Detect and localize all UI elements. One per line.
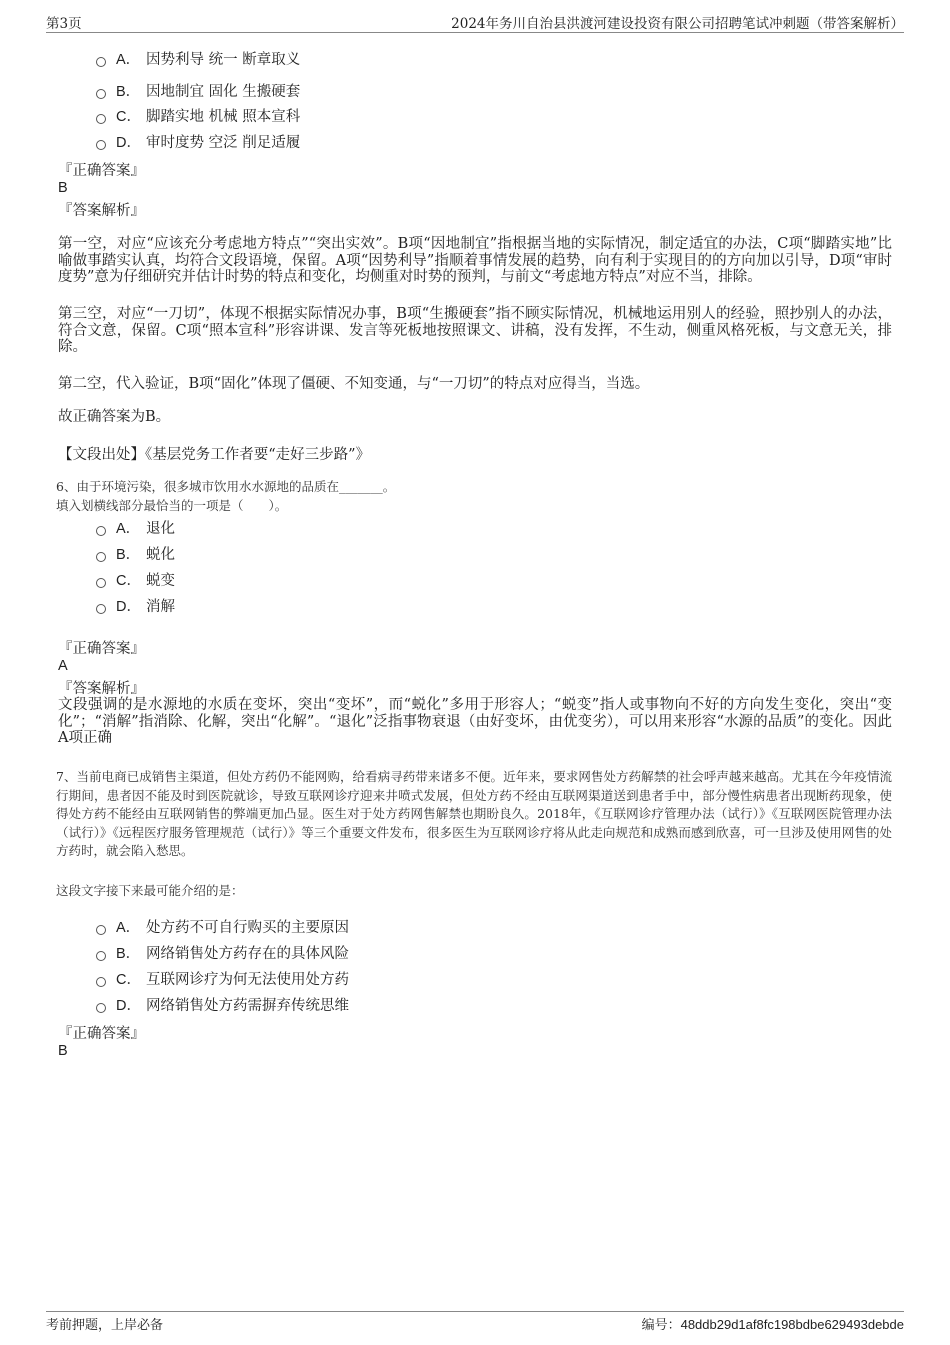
footer-slogan: 考前押题，上岸必备 xyxy=(46,1318,164,1333)
q6-option-c[interactable]: C． 蜕变 xyxy=(96,570,175,592)
q7-stem: 7、当前电商已成销售主渠道，但处方药仍不能网购，给看病寻药带来诸多不便。近年来，要求网售处方药解禁的社会呼声越来越高。尤其在今年疫情流行期间，患者因不能及时到医院就诊，导致互联网诊疗迎来井喷式发展，但处方药不经由互联网渠道送到患者手中，部分慢性病患者出现断药现象，使得处方药不能经由互联网销售的弊端更加凸显。医生对于处方药网售解禁也期盼良久。2018年，《互联网诊疗管理办法（试行）》《互联网医院管理办法（试行）》《远程医疗服务管理规范（试行）》等三个重要文件发布，很多医生为互联网诊疗将从此走向规范和成熟而感到欣喜，可一旦涉及使用网售的处方药时，就会陷入愁思。 xyxy=(56,769,892,858)
q7-option-a[interactable]: A． 处方药不可自行购买的主要原因 xyxy=(96,917,349,939)
q5-answer: B xyxy=(58,180,68,196)
q6-stem: 6、由于环境污染，很多城市饮用水水源地的品质在_______。 填入划横线部分最恰当的一项是（ ）。 xyxy=(56,479,396,513)
document-title: 2024年务川自治县洪渡河建设投资有限公司招聘笔试冲刺题（带答案解析） xyxy=(451,16,904,32)
q5-analysis-para-3: 第二空，代入验证，B项“固化”体现了僵硬、不知变通，与“一刀切”的特点对应得当，当选。 xyxy=(58,376,650,392)
header-divider xyxy=(46,32,904,33)
q5-analysis-label: 『答案解析』 xyxy=(58,203,145,219)
radio-icon[interactable] xyxy=(96,1003,106,1013)
q5-source: 【文段出处】《基层党务工作者要“走好三步路”》 xyxy=(58,447,371,463)
radio-icon[interactable] xyxy=(96,57,106,67)
radio-icon[interactable] xyxy=(96,951,106,961)
radio-icon[interactable] xyxy=(96,578,106,588)
page-footer xyxy=(46,1314,904,1334)
page-header xyxy=(46,12,904,32)
q5-answer-label: 『正确答案』 xyxy=(58,163,145,179)
q5-option-d[interactable]: D． 审时度势 空泛 削足适履 xyxy=(96,132,300,154)
q5-option-c[interactable]: C． 脚踏实地 机械 照本宣科 xyxy=(96,106,300,128)
q6-option-d[interactable]: D． 消解 xyxy=(96,596,175,618)
radio-icon[interactable] xyxy=(96,925,106,935)
q7-prompt: 这段文字接下来最可能介绍的是： xyxy=(56,883,244,898)
document-code: 编号：48ddb29d1af8fc198bdbe629493debde xyxy=(641,1317,904,1333)
q7-option-d[interactable]: D． 网络销售处方药需摒弃传统思维 xyxy=(96,995,349,1017)
footer-divider xyxy=(46,1311,904,1312)
q5-analysis-para-4: 故正确答案为B。 xyxy=(58,409,171,425)
radio-icon[interactable] xyxy=(96,604,106,614)
q6-analysis: 文段强调的是水源地的水质在变坏，突出“变坏”，而“蜕化”多用于形容人；“蜕变”指人或事物向不好的方向发生变化，突出“变化”；“消解”指消除、化解，突出“化解”。“退化”泛指事物衰退（由好变坏，由优变劣），可以用来形容“水源的品质”的变化。因此A项正确 xyxy=(58,697,892,746)
radio-icon[interactable] xyxy=(96,114,106,124)
q7-option-c[interactable]: C． 互联网诊疗为何无法使用处方药 xyxy=(96,969,349,991)
q7-answer-label: 『正确答案』 xyxy=(58,1026,145,1042)
q6-analysis-label: 『答案解析』 xyxy=(58,681,145,697)
q5-analysis-para-2: 第三空，对应“一刀切”，体现不根据实际情况办事，B项“生搬硬套”指不顾实际情况，机械地运用别人的经验，照抄别人的办法，符合文意，保留。C项“照本宣科”形容讲课、发言等死板地按照课文、讲稿，没有发挥，不生动，侧重风格死板，与文意无关，排除。 xyxy=(58,306,892,355)
q6-answer: A xyxy=(58,658,68,674)
radio-icon[interactable] xyxy=(96,89,106,99)
q5-option-b[interactable]: B． 因地制宜 固化 生搬硬套 xyxy=(96,81,300,103)
radio-icon[interactable] xyxy=(96,977,106,987)
q6-answer-label: 『正确答案』 xyxy=(58,641,145,657)
q6-option-a[interactable]: A． 退化 xyxy=(96,518,175,540)
q5-option-a[interactable]: A． 因势利导 统一 断章取义 xyxy=(96,49,300,71)
q5-analysis-para-1: 第一空，对应“应该充分考虑地方特点”“突出实效”。B项“因地制宜”指根据当地的实际情况，制定适宜的办法，C项“脚踏实地”比喻做事踏实认真，均符合文段语境，保留。A项“因势利导”指顺着事情发展的趋势，向有利于实现目的的方向加以引导，D项“审时度势”意为仔细研究并估计时势的特点和变化，均侧重对时势的预判，与前文“考虑地方特点”对应不当，排除。 xyxy=(58,236,892,285)
q6-option-b[interactable]: B． 蜕化 xyxy=(96,544,175,566)
q7-answer: B xyxy=(58,1043,68,1059)
radio-icon[interactable] xyxy=(96,140,106,150)
radio-icon[interactable] xyxy=(96,526,106,536)
radio-icon[interactable] xyxy=(96,552,106,562)
page-number: 第3页 xyxy=(46,16,82,32)
q7-option-b[interactable]: B． 网络销售处方药存在的具体风险 xyxy=(96,943,349,965)
